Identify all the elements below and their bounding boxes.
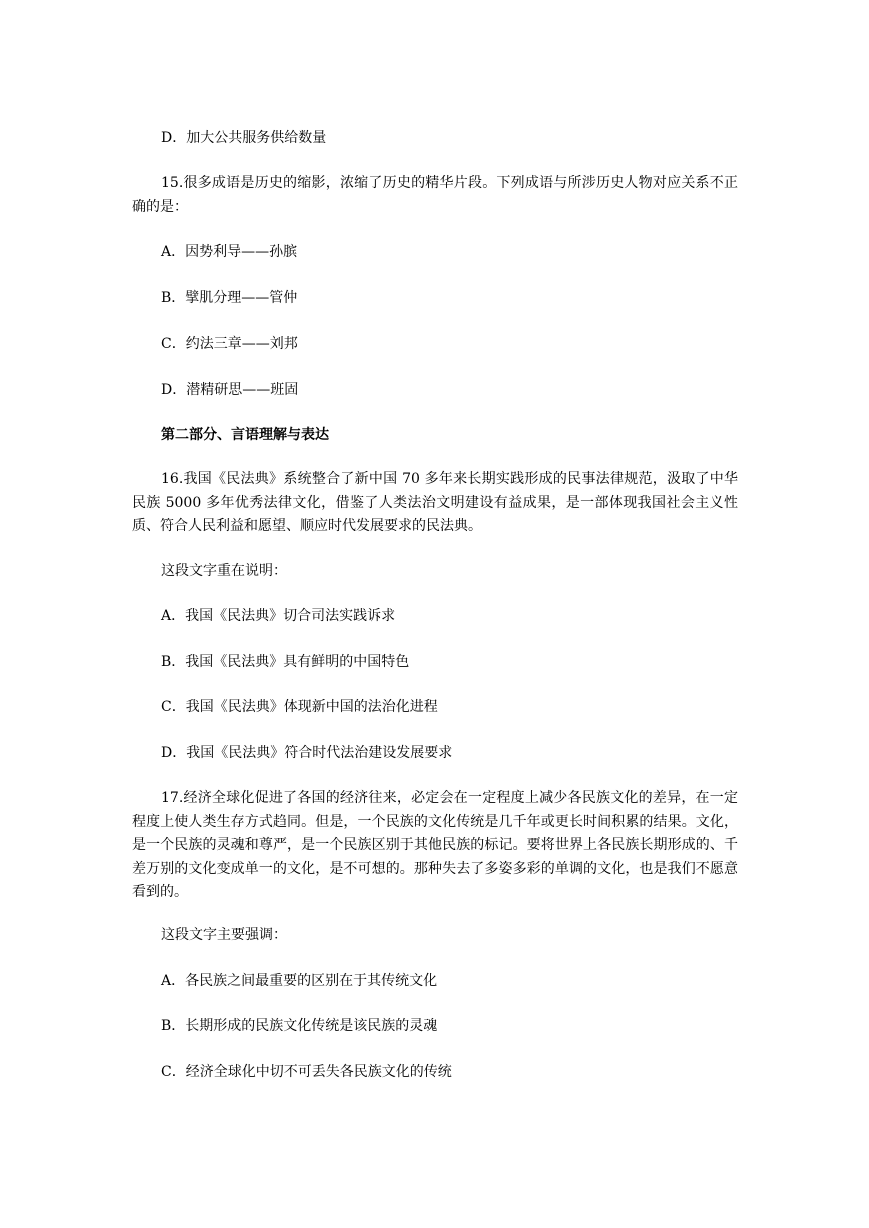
q16-option-a: A．我国《民法典》切合司法实践诉求 [161,608,396,624]
q17-stem: 17.经济全球化促进了各国的经济往来，必定会在一定程度上减少各民族文化的差异，在一定程度上使人类生存方式趋同。但是，一个民族的文化传统是几千年或更长时间积累的结果。文化，是一个民族的灵魂和尊严，是一个民族区别于其他民族的标记。要将世界上各民族长期形成的、千差万别的文化变成单一的文化，是不可想的。那种失去了多姿多彩的单调的文化，也是我们不愿意看到的。 [132,790,738,901]
section-heading: 第二部分、言语理解与表达 [161,427,329,443]
q15-option-a: A．因势利导——孙膑 [161,244,298,260]
q15-option-d: D．潜精研思——班固 [161,382,299,398]
q17-option-a: A．各民族之间最重要的区别在于其传统文化 [161,973,438,989]
q17-option-b: B．长期形成的民族文化传统是该民族的灵魂 [161,1018,438,1034]
q16-option-b: B．我国《民法典》具有鲜明的中国特色 [161,654,410,670]
q17-prompt: 这段文字主要强调： [161,927,287,943]
q16-option-d: D．我国《民法典》符合时代法治建设发展要求 [161,745,453,761]
q16-prompt: 这段文字重在说明： [161,563,287,579]
q15-option-c: C．约法三章——刘邦 [161,336,298,352]
q14-option-d: D．加大公共服务供给数量 [161,130,327,146]
q15-stem: 15.很多成语是历史的缩影，浓缩了历史的精华片段。下列成语与所涉历史人物对应关系不正确的是： [132,175,738,215]
q16-stem: 16.我国《民法典》系统整合了新中国 70 多年来长期实践形成的民事法律规范，汲取了中华民族 5000 多年优秀法律文化，借鉴了人类法治文明建设有益成果，是一部体现我国社会主义性质、符合人民利益和愿望、顺应时代发展要求的民法典。 [132,471,738,535]
q15-option-b: B．擘肌分理——管仲 [161,290,298,306]
q17-option-c: C．经济全球化中切不可丢失各民族文化的传统 [161,1064,452,1080]
q16-option-c: C．我国《民法典》体现新中国的法治化进程 [161,699,438,715]
